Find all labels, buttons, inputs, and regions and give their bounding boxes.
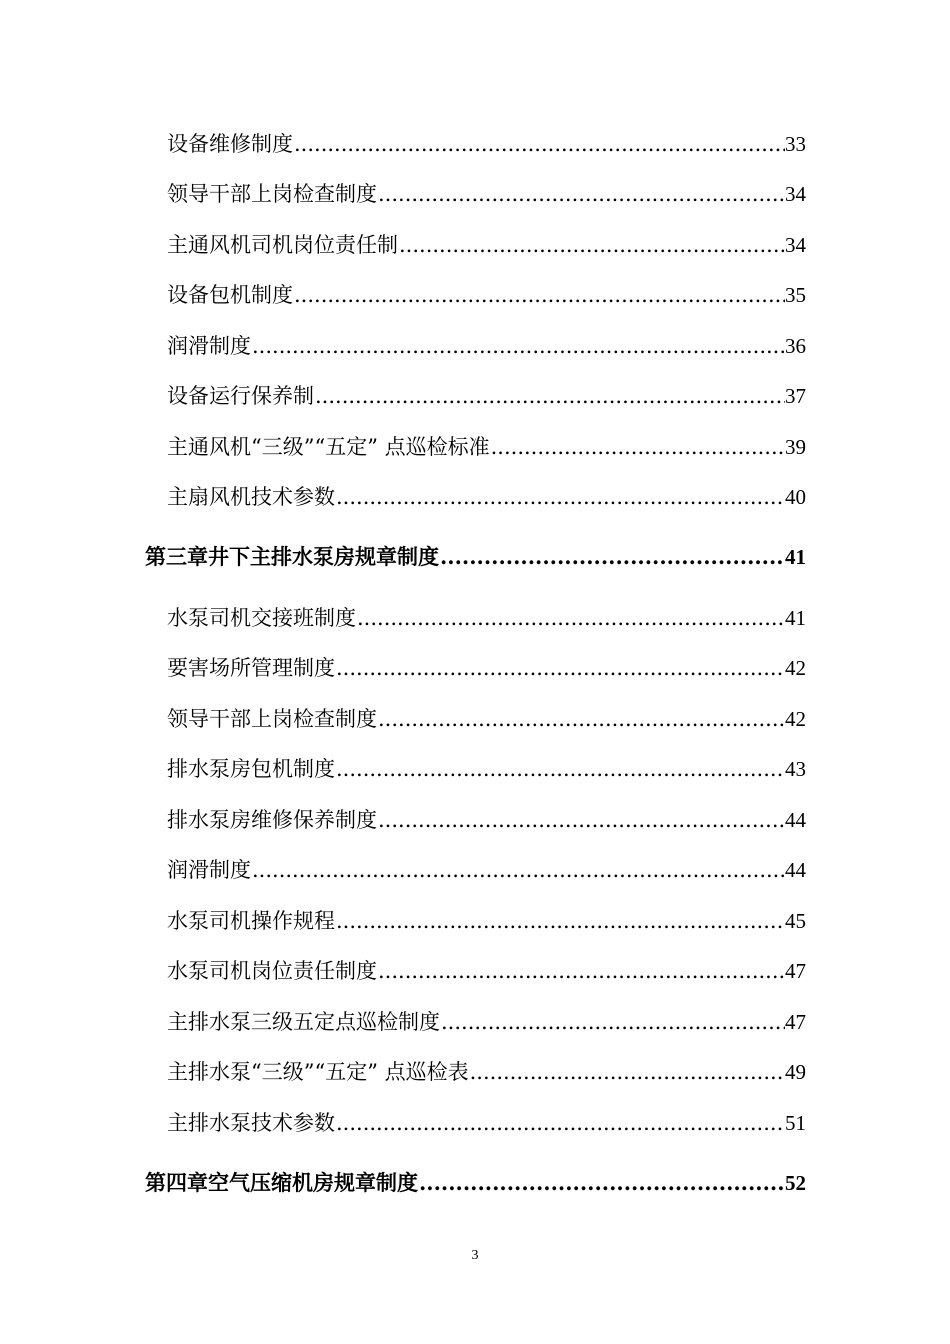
toc-entry[interactable] [167,1006,806,1036]
dot-leader [377,808,785,832]
toc-entry[interactable] [167,481,806,511]
toc-entry-page: 41 [785,606,806,630]
toc-entry-page: 34 [785,233,806,257]
toc-chapter-page: 41 [785,545,806,569]
toc-entry-title: 领导干部上岗检查制度 [167,182,377,206]
toc-entry-page: 40 [785,485,806,509]
dot-leader [377,182,785,206]
dot-leader [251,334,785,358]
toc-entry-title: 水泵司机交接班制度 [167,606,356,630]
toc-chapter-title: 第四章空气压缩机房规章制度 [145,1170,418,1195]
toc-entry[interactable] [167,229,806,259]
dot-leader [335,485,785,509]
toc-entry[interactable] [167,178,806,208]
dot-leader [335,757,785,781]
toc-entry-title: 主排水泵三级五定点巡检制度 [167,1010,440,1034]
toc-entry[interactable] [167,854,806,884]
toc-entry[interactable] [167,380,806,410]
dot-leader [377,707,785,731]
dot-leader [335,1111,785,1135]
toc-chapter-title: 第三章井下主排水泵房规章制度 [145,544,439,569]
toc-entry-title: 设备运行保养制 [167,384,314,408]
dot-leader [314,384,785,408]
toc-entry-title: 主排水泵技术参数 [167,1111,335,1135]
toc-entry[interactable] [167,1107,806,1137]
dot-leader [293,132,785,156]
toc-entry-title: 主排水泵“三级”“五定” 点巡检表 [167,1060,469,1084]
toc-entry-title: 水泵司机岗位责任制度 [167,959,377,983]
toc-chapter-page: 52 [785,1171,806,1195]
toc-entry-page: 51 [785,1111,806,1135]
dot-leader [335,909,785,933]
toc-entry-page: 42 [785,656,806,680]
toc-entry-page: 44 [785,858,806,882]
dot-leader [356,606,785,630]
toc-entry-page: 44 [785,808,806,832]
toc-entry[interactable] [167,905,806,935]
toc-entry-title: 设备维修制度 [167,132,293,156]
toc-entry[interactable] [167,128,806,158]
toc-entry-page: 43 [785,757,806,781]
toc-entry[interactable] [167,804,806,834]
toc-entry-title: 设备包机制度 [167,283,293,307]
toc-entry-title: 润滑制度 [167,858,251,882]
toc-entry-page: 49 [785,1060,806,1084]
dot-leader [251,858,785,882]
toc-entry-title: 要害场所管理制度 [167,656,335,680]
toc-entry[interactable] [167,602,806,632]
dot-leader [469,1060,785,1084]
toc-entry-title: 水泵司机操作规程 [167,909,335,933]
toc-entry[interactable] [167,431,806,461]
toc-entry-page: 42 [785,707,806,731]
dot-leader [377,959,785,983]
toc-entry-title: 排水泵房维修保养制度 [167,808,377,832]
toc-entry-page: 45 [785,909,806,933]
toc-entry[interactable] [167,279,806,309]
toc-entry-title: 主通风机司机岗位责任制 [167,233,398,257]
toc-entry-page: 47 [785,959,806,983]
toc-chapter[interactable] [145,541,806,571]
toc-entry[interactable] [167,652,806,682]
toc-entry-title: 主扇风机技术参数 [167,485,335,509]
dot-leader [439,544,785,569]
dot-leader [335,656,785,680]
toc-entry[interactable] [167,1056,806,1086]
toc-entry-title: 领导干部上岗检查制度 [167,707,377,731]
dot-leader [398,233,785,257]
toc-entry-page: 35 [785,283,806,307]
toc-entry-page: 37 [785,384,806,408]
toc-entry[interactable] [167,703,806,733]
toc-entry-page: 39 [785,435,806,459]
dot-leader [293,283,785,307]
dot-leader [440,1010,785,1034]
toc-entry-page: 47 [785,1010,806,1034]
toc-entry[interactable] [167,955,806,985]
toc-entry-title: 排水泵房包机制度 [167,757,335,781]
toc-entry-page: 36 [785,334,806,358]
dot-leader [490,435,785,459]
toc-entry-page: 34 [785,182,806,206]
page-number: 3 [471,1248,479,1263]
toc-chapter[interactable] [145,1167,806,1197]
dot-leader [418,1170,785,1195]
toc-entry[interactable] [167,753,806,783]
toc-entry[interactable] [167,330,806,360]
toc-entry-page: 33 [785,132,806,156]
toc-entry-title: 润滑制度 [167,334,251,358]
toc-entry-title: 主通风机“三级”“五定” 点巡检标准 [167,435,490,459]
